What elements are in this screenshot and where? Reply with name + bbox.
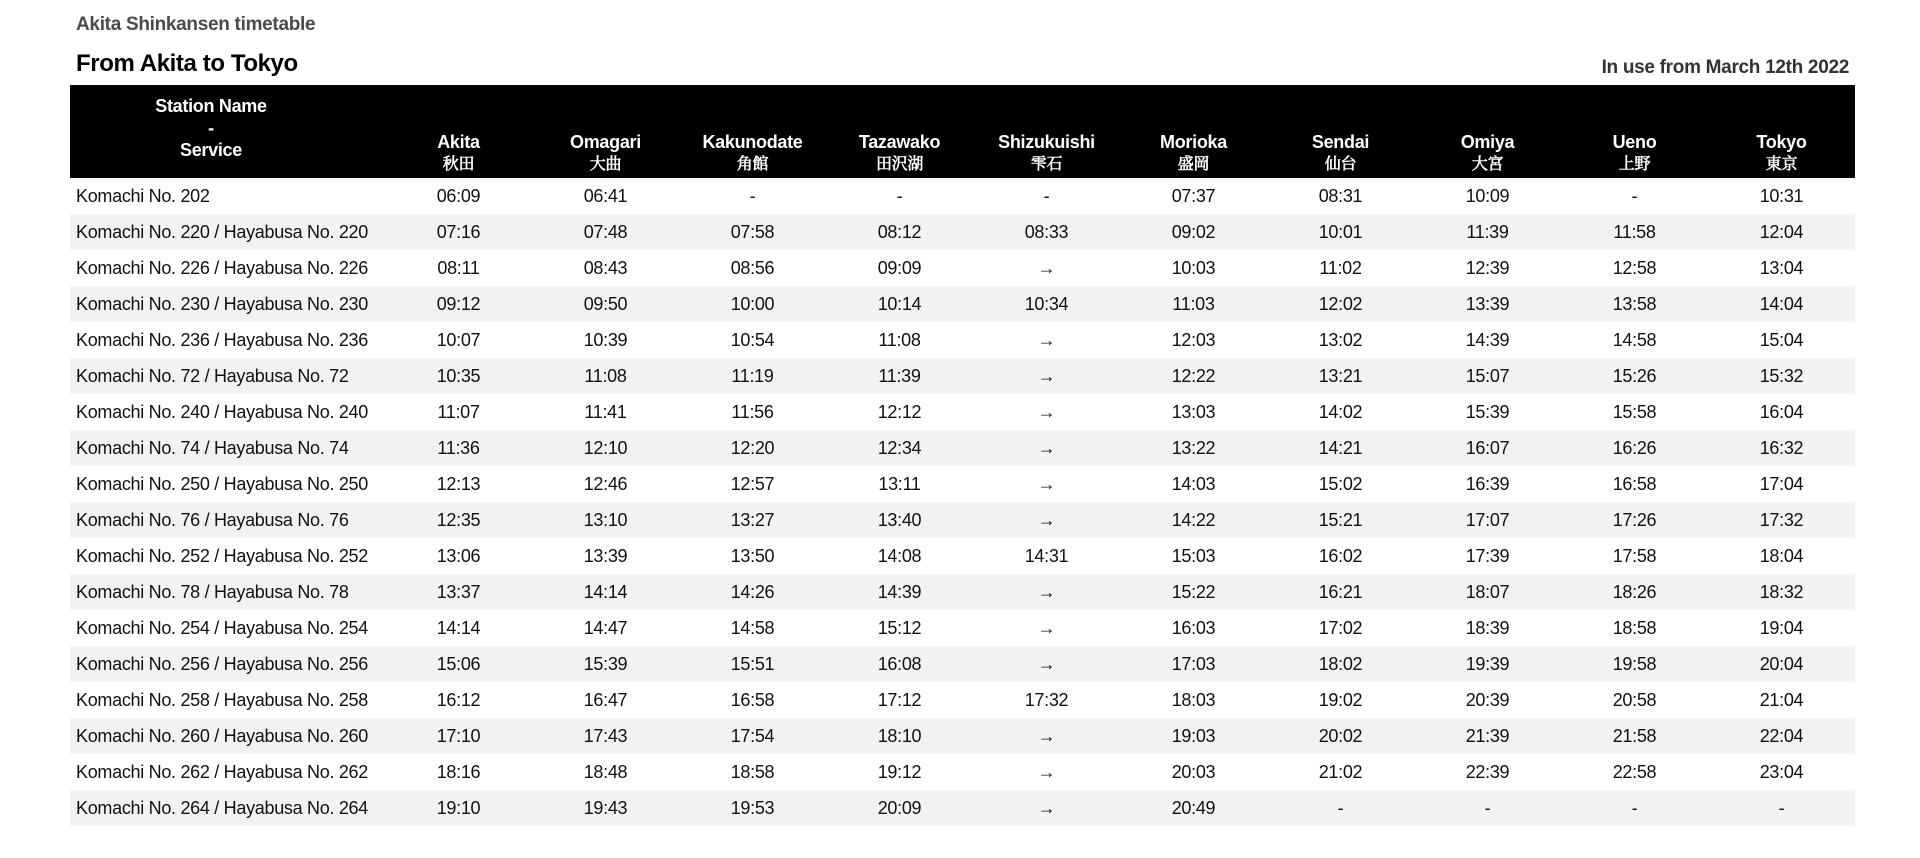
service-name: Komachi No. 202	[76, 186, 210, 206]
time-cell: 11:39	[878, 366, 921, 386]
time-cell: 15:58	[1612, 402, 1657, 422]
time-cell: 18:04	[1759, 546, 1804, 566]
time-cell: 20:03	[1171, 762, 1216, 782]
time-cell: →	[1037, 618, 1056, 638]
time-cell: 15:04	[1759, 330, 1804, 350]
service-name: Komachi No. 260 / Hayabusa No. 260	[76, 726, 368, 746]
time-cell: →	[1037, 654, 1056, 674]
table-row	[70, 430, 1855, 466]
time-cell: -	[1043, 186, 1050, 206]
time-cell: 17:32	[1759, 510, 1804, 530]
service-name: Komachi No. 230 / Hayabusa No. 230	[76, 294, 368, 314]
time-cell: 10:34	[1024, 294, 1069, 314]
time-cell: 07:37	[1171, 186, 1216, 206]
time-cell: 17:32	[1024, 690, 1069, 710]
time-cell: 18:48	[583, 762, 628, 782]
time-cell: 17:39	[1465, 546, 1510, 566]
time-cell: 08:31	[1318, 186, 1363, 206]
time-cell: 10:54	[730, 330, 775, 350]
time-cell: 19:10	[436, 798, 481, 818]
time-cell: 16:02	[1318, 546, 1363, 566]
time-cell: 20:09	[877, 798, 922, 818]
time-cell: 08:43	[583, 258, 628, 278]
time-cell: 21:39	[1465, 726, 1510, 746]
time-cell: 15:39	[1465, 402, 1510, 422]
time-cell: 12:39	[1465, 258, 1510, 278]
time-cell: 10:00	[730, 294, 775, 314]
station-header-akita	[385, 85, 532, 178]
time-cell: 15:26	[1612, 366, 1657, 386]
time-cell: 14:08	[877, 546, 922, 566]
time-cell: 14:58	[730, 618, 775, 638]
time-cell: 12:34	[877, 438, 922, 458]
time-cell: 12:04	[1759, 222, 1804, 242]
time-cell: 13:21	[1318, 366, 1363, 386]
time-cell: 11:39	[1466, 222, 1509, 242]
time-cell: 18:03	[1171, 690, 1216, 710]
time-cell: 11:08	[584, 366, 627, 386]
time-cell: 19:04	[1759, 618, 1804, 638]
service-name: Komachi No. 262 / Hayabusa No. 262	[76, 762, 368, 782]
time-cell: 09:12	[436, 294, 481, 314]
station-name-jp: 秋田	[442, 154, 475, 173]
time-cell: 16:39	[1465, 474, 1510, 494]
time-cell: 18:58	[1612, 618, 1657, 638]
time-cell: 10:14	[877, 294, 922, 314]
corner-header	[70, 85, 385, 178]
time-cell: 13:10	[583, 510, 628, 530]
time-cell: 16:21	[1318, 582, 1363, 602]
service-name: Komachi No. 76 / Hayabusa No. 76	[76, 510, 349, 530]
time-cell: 20:04	[1759, 654, 1804, 674]
station-name-en: Omagari	[570, 132, 641, 152]
document-title: Akita Shinkansen timetable	[76, 14, 316, 35]
service-name: Komachi No. 74 / Hayabusa No. 74	[76, 438, 349, 458]
time-cell: 10:31	[1759, 186, 1804, 206]
time-cell: 13:02	[1318, 330, 1363, 350]
service-name: Komachi No. 240 / Hayabusa No. 240	[76, 402, 368, 422]
time-cell: 14:31	[1024, 546, 1069, 566]
time-cell: 16:32	[1759, 438, 1804, 458]
table-row	[70, 790, 1855, 826]
time-cell: 07:16	[436, 222, 481, 242]
time-cell: 16:04	[1759, 402, 1804, 422]
time-cell: 13:58	[1612, 294, 1657, 314]
route-title: From Akita to Tokyo	[76, 50, 298, 77]
time-cell: 15:32	[1759, 366, 1804, 386]
time-cell: 15:12	[877, 618, 922, 638]
time-cell: 12:22	[1171, 366, 1216, 386]
time-cell: -	[896, 186, 903, 206]
service-name: Komachi No. 258 / Hayabusa No. 258	[76, 690, 368, 710]
effective-date: In use from March 12th 2022	[1601, 57, 1849, 78]
service-name: Komachi No. 254 / Hayabusa No. 254	[76, 618, 368, 638]
time-cell: 14:58	[1612, 330, 1657, 350]
corner-station-name-label: Station Name	[155, 96, 267, 116]
time-cell: →	[1037, 798, 1056, 818]
time-cell: -	[1778, 798, 1785, 818]
station-name-jp: 仙台	[1324, 154, 1357, 173]
table-row	[70, 754, 1855, 790]
time-cell: 22:39	[1465, 762, 1510, 782]
time-cell: 12:57	[730, 474, 775, 494]
time-cell: 16:26	[1612, 438, 1657, 458]
time-cell: 20:49	[1171, 798, 1216, 818]
table-row	[70, 178, 1855, 214]
service-name: Komachi No. 250 / Hayabusa No. 250	[76, 474, 368, 494]
table-header	[70, 85, 1855, 178]
time-cell: 22:58	[1612, 762, 1657, 782]
service-name: Komachi No. 236 / Hayabusa No. 236	[76, 330, 368, 350]
time-cell: 13:04	[1759, 258, 1804, 278]
time-cell: 16:03	[1171, 618, 1216, 638]
time-cell: -	[749, 186, 756, 206]
time-cell: -	[1484, 798, 1491, 818]
time-cell: -	[1337, 798, 1344, 818]
time-cell: 08:12	[877, 222, 922, 242]
time-cell: →	[1037, 474, 1056, 494]
time-cell: 14:39	[877, 582, 922, 602]
time-cell: 17:12	[877, 690, 922, 710]
time-cell: 15:02	[1318, 474, 1363, 494]
time-cell: →	[1037, 366, 1056, 386]
time-cell: 15:22	[1171, 582, 1216, 602]
station-name-en: Ueno	[1612, 132, 1657, 152]
time-cell: 18:07	[1465, 582, 1510, 602]
time-cell: 16:12	[436, 690, 481, 710]
station-name-jp: 東京	[1765, 154, 1798, 173]
time-cell: 06:09	[436, 186, 481, 206]
station-header-morioka	[1120, 85, 1267, 178]
time-cell: 12:58	[1612, 258, 1657, 278]
time-cell: 09:09	[877, 258, 922, 278]
time-cell: 13:39	[1465, 294, 1510, 314]
station-header-omiya	[1414, 85, 1561, 178]
time-cell: 15:39	[583, 654, 628, 674]
time-cell: -	[1631, 186, 1638, 206]
time-cell: 20:39	[1465, 690, 1510, 710]
time-cell: 12:13	[436, 474, 481, 494]
time-cell: 14:14	[583, 582, 628, 602]
station-name-jp: 雫石	[1030, 154, 1063, 173]
time-cell: →	[1037, 258, 1056, 278]
time-cell: 16:47	[583, 690, 628, 710]
station-header-kakunodate	[679, 85, 826, 178]
time-cell: 16:08	[877, 654, 922, 674]
time-cell: 11:03	[1172, 294, 1215, 314]
table-body	[70, 178, 1855, 826]
corner-service-label: Service	[180, 140, 242, 160]
station-header-sendai	[1267, 85, 1414, 178]
time-cell: 14:26	[730, 582, 775, 602]
timetable-table	[70, 85, 1855, 826]
time-cell: 18:02	[1318, 654, 1363, 674]
time-cell: 18:32	[1759, 582, 1804, 602]
time-cell: 18:39	[1465, 618, 1510, 638]
time-cell: 13:37	[436, 582, 481, 602]
time-cell: 15:07	[1465, 366, 1510, 386]
table-row	[70, 466, 1855, 502]
table-row	[70, 214, 1855, 250]
time-cell: 15:03	[1171, 546, 1216, 566]
station-name-jp: 田沢湖	[875, 154, 924, 173]
station-name-en: Kakunodate	[702, 132, 803, 152]
time-cell: 16:58	[1612, 474, 1657, 494]
time-cell: 11:41	[584, 402, 627, 422]
time-cell: 12:35	[436, 510, 481, 530]
time-cell: 15:21	[1318, 510, 1363, 530]
time-cell: 10:01	[1318, 222, 1363, 242]
time-cell: 08:11	[437, 258, 480, 278]
time-cell: 13:22	[1171, 438, 1216, 458]
time-cell: 16:07	[1465, 438, 1510, 458]
time-cell: 11:07	[437, 402, 480, 422]
time-cell: →	[1037, 762, 1056, 782]
table-row	[70, 502, 1855, 538]
time-cell: 14:39	[1465, 330, 1510, 350]
time-cell: 19:39	[1465, 654, 1510, 674]
time-cell: 14:14	[436, 618, 481, 638]
time-cell: 19:02	[1318, 690, 1363, 710]
time-cell: 17:58	[1612, 546, 1657, 566]
time-cell: →	[1037, 510, 1056, 530]
time-cell: 16:58	[730, 690, 775, 710]
time-cell: →	[1037, 330, 1056, 350]
time-cell: -	[1631, 798, 1638, 818]
time-cell: →	[1037, 402, 1056, 422]
time-cell: 18:58	[730, 762, 775, 782]
time-cell: 14:02	[1318, 402, 1363, 422]
station-header-shizukuishi	[973, 85, 1120, 178]
time-cell: 21:02	[1318, 762, 1363, 782]
station-name-en: Shizukuishi	[998, 132, 1095, 152]
time-cell: 11:08	[878, 330, 921, 350]
time-cell: 14:21	[1318, 438, 1363, 458]
time-cell: 12:10	[583, 438, 628, 458]
time-cell: 22:04	[1759, 726, 1804, 746]
time-cell: 15:06	[436, 654, 481, 674]
time-cell: 09:50	[583, 294, 628, 314]
station-name-en: Sendai	[1311, 132, 1370, 152]
time-cell: 17:02	[1318, 618, 1363, 638]
time-cell: 11:58	[1613, 222, 1656, 242]
corner-separator: -	[208, 118, 214, 138]
time-cell: 17:54	[730, 726, 775, 746]
table-row	[70, 250, 1855, 286]
time-cell: 18:16	[436, 762, 481, 782]
service-name: Komachi No. 220 / Hayabusa No. 220	[76, 222, 368, 242]
time-cell: 19:03	[1171, 726, 1216, 746]
time-cell: 06:41	[583, 186, 628, 206]
time-cell: 10:07	[436, 330, 481, 350]
time-cell: 11:19	[731, 366, 774, 386]
station-header-tokyo	[1708, 85, 1855, 178]
header-row	[70, 85, 1855, 178]
service-name: Komachi No. 252 / Hayabusa No. 252	[76, 546, 368, 566]
time-cell: 18:26	[1612, 582, 1657, 602]
service-name: Komachi No. 78 / Hayabusa No. 78	[76, 582, 349, 602]
time-cell: →	[1037, 582, 1056, 602]
station-name-en: Omiya	[1460, 132, 1515, 152]
time-cell: 11:56	[731, 402, 774, 422]
time-cell: 13:40	[877, 510, 922, 530]
station-name-jp: 盛岡	[1177, 154, 1210, 173]
time-cell: 21:04	[1759, 690, 1804, 710]
station-name-jp: 大宮	[1471, 154, 1504, 173]
time-cell: 17:10	[436, 726, 481, 746]
station-name-jp: 上野	[1618, 154, 1651, 173]
time-cell: 19:12	[877, 762, 922, 782]
time-cell: 14:04	[1759, 294, 1804, 314]
time-cell: 09:02	[1171, 222, 1216, 242]
time-cell: 07:48	[583, 222, 628, 242]
time-cell: 12:12	[877, 402, 922, 422]
service-name: Komachi No. 72 / Hayabusa No. 72	[76, 366, 349, 386]
time-cell: 14:22	[1171, 510, 1216, 530]
table-row	[70, 322, 1855, 358]
table-row	[70, 646, 1855, 682]
time-cell: 10:35	[436, 366, 481, 386]
time-cell: →	[1037, 726, 1056, 746]
table-row	[70, 610, 1855, 646]
time-cell: 10:39	[583, 330, 628, 350]
time-cell: 17:43	[583, 726, 628, 746]
time-cell: 10:09	[1465, 186, 1510, 206]
time-cell: 13:39	[583, 546, 628, 566]
time-cell: 12:03	[1171, 330, 1216, 350]
station-name-jp: 大曲	[589, 154, 622, 173]
time-cell: 17:07	[1465, 510, 1510, 530]
time-cell: 12:46	[583, 474, 628, 494]
time-cell: 13:03	[1171, 402, 1216, 422]
time-cell: 19:53	[730, 798, 775, 818]
time-cell: 13:06	[436, 546, 481, 566]
time-cell: 13:11	[878, 474, 921, 494]
time-cell: 19:43	[583, 798, 628, 818]
time-cell: 14:03	[1171, 474, 1216, 494]
time-cell: 17:26	[1612, 510, 1657, 530]
time-cell: 19:58	[1612, 654, 1657, 674]
time-cell: 20:02	[1318, 726, 1363, 746]
time-cell: 07:58	[730, 222, 775, 242]
service-name: Komachi No. 226 / Hayabusa No. 226	[76, 258, 368, 278]
table-row	[70, 682, 1855, 718]
table-row	[70, 538, 1855, 574]
table-row	[70, 358, 1855, 394]
time-cell: 17:03	[1171, 654, 1216, 674]
time-cell: 13:27	[730, 510, 775, 530]
station-header-omagari	[532, 85, 679, 178]
time-cell: 10:03	[1171, 258, 1216, 278]
time-cell: 23:04	[1759, 762, 1804, 782]
table-row	[70, 574, 1855, 610]
service-name: Komachi No. 264 / Hayabusa No. 264	[76, 798, 368, 818]
time-cell: 18:10	[877, 726, 922, 746]
time-cell: 12:02	[1318, 294, 1363, 314]
table-row	[70, 394, 1855, 430]
time-cell: 08:33	[1024, 222, 1069, 242]
table-row	[70, 718, 1855, 754]
station-name-en: Tazawako	[858, 132, 941, 152]
table-row	[70, 286, 1855, 322]
station-name-en: Akita	[437, 132, 480, 152]
station-name-en: Morioka	[1160, 132, 1227, 152]
time-cell: 11:36	[437, 438, 480, 458]
time-cell: 21:58	[1612, 726, 1657, 746]
time-cell: →	[1037, 438, 1056, 458]
time-cell: 17:04	[1759, 474, 1804, 494]
station-header-ueno	[1561, 85, 1708, 178]
station-header-tazawako	[826, 85, 973, 178]
time-cell: 12:20	[730, 438, 775, 458]
time-cell: 13:50	[730, 546, 775, 566]
time-cell: 14:47	[583, 618, 628, 638]
station-name-jp: 角館	[736, 154, 769, 173]
time-cell: 11:02	[1319, 258, 1362, 278]
service-name: Komachi No. 256 / Hayabusa No. 256	[76, 654, 368, 674]
time-cell: 15:51	[730, 654, 775, 674]
time-cell: 20:58	[1612, 690, 1657, 710]
time-cell: 08:56	[730, 258, 775, 278]
station-name-en: Tokyo	[1756, 132, 1807, 152]
